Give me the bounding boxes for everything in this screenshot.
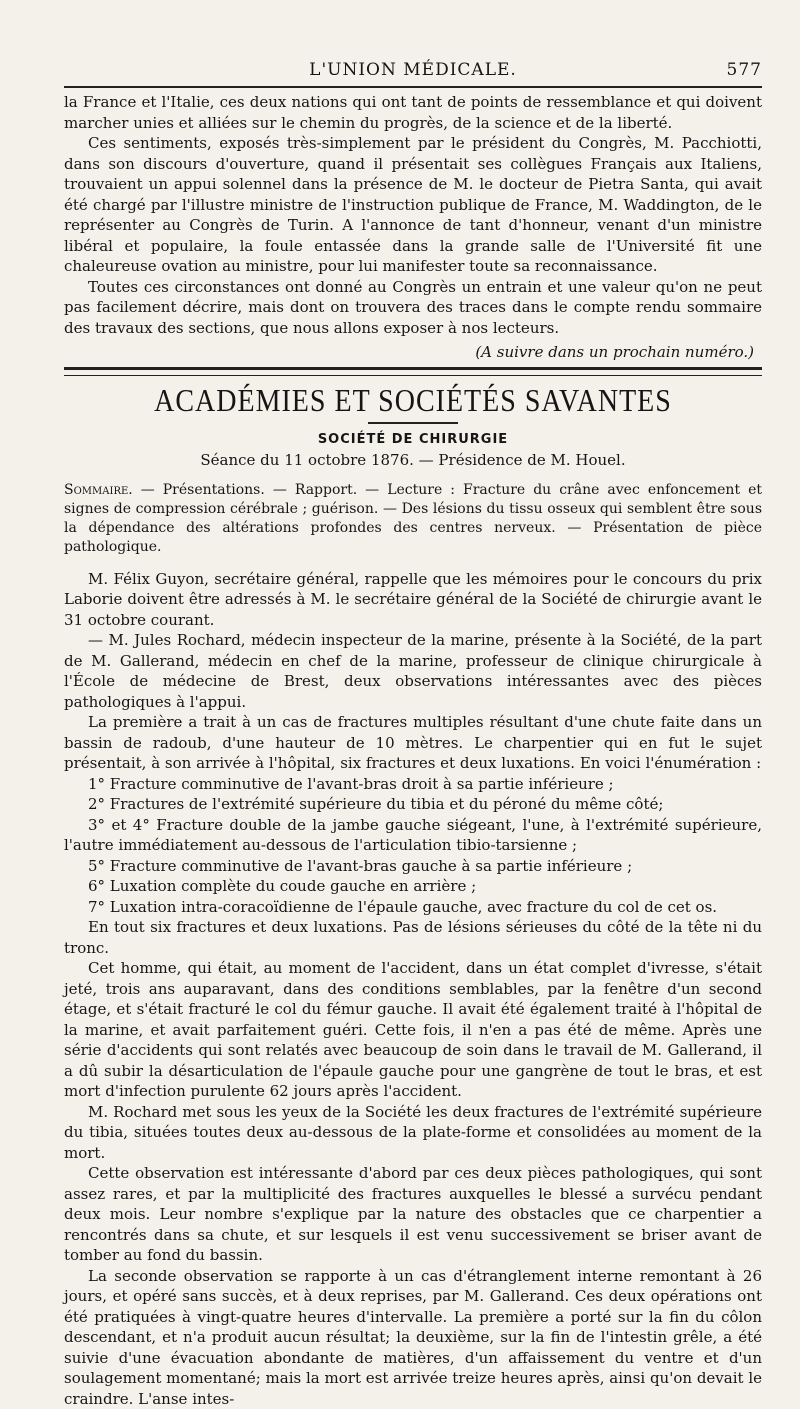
body-paragraph: Cette observation est intéressante d'abord par ces deux pièces pathologiques, qui sont assez rares, et par la multiplicité des fractures auxquelles le blessé a survécu pendant deux mois. Leur nombre s'explique par la nature des obstacles que ce charpentier a rencontrés dans sa chute, et sur lesquels il est venu successivement se briser avant de tomber au fond du bassin. <box>64 1163 762 1266</box>
sommaire-text: — Présentations. — Rapport. — Lecture : Fracture du crâne avec enfoncement et signes de compression cérébrale ; guérison. — Des lésions du tissu osseux qui semblent être sous la dépendance des altérations profondes des centres nerveux. — Présentation de pièce pathologique. <box>64 482 762 555</box>
body-paragraph: M. Félix Guyon, secrétaire général, rappelle que les mémoires pour le concours du prix Laborie doivent être adressés à M. le secrétaire général de la Société de chirurgie avant le 31 octobre courant. <box>64 569 762 631</box>
intro-paragraph: Toutes ces circonstances ont donné au Congrès un entrain et une valeur qu'on ne peut pas facilement décrire, mais dont on trouvera des traces dans le compte rendu sommaire des travaux des sections, que nous allons exposer à nos lecteurs. <box>64 277 762 339</box>
list-item: 6° Luxation complète du coude gauche en arrière ; <box>64 876 762 897</box>
list-item: 1° Fracture comminutive de l'avant-bras droit à sa partie inférieure ; <box>64 774 762 795</box>
enumeration-list <box>64 774 762 918</box>
intro-paragraph: Ces sentiments, exposés très-simplement par le président du Congrès, M. Pacchiotti, dans son discours d'ouverture, quand il présentait ses collègues Français aux Italiens, trouvaient un appui solennel dans la présence de M. le docteur de Pietra Santa, qui avait été chargé par l'illustre ministre de l'instruction publique de France, M. Waddington, de le représenter au Congrès de Turin. A l'annonce de tant d'honneur, venant d'un ministre libéral et populaire, la foule entassée dans la grande salle de l'Université fit une chaleureuse ovation au ministre, pour lui manifester toute sa reconnaissance. <box>64 133 762 277</box>
title-underline <box>368 422 458 424</box>
body-paragraph: — M. Jules Rochard, médecin inspecteur de la marine, présente à la Société, de la part de M. Gallerand, médecin en chef de la marine, professeur de clinique chirurgicale à l'École de médecine de Brest, deux observations intéressantes avec des pièces pathologiques à l'appui. <box>64 630 762 712</box>
body-paragraph: La première a trait à un cas de fractures multiples résultant d'une chute faite dans un bassin de radoub, d'une hauteur de 10 mètres. Le charpentier qui en fut le sujet présentait, à son arrivée à l'hôpital, six fractures et deux luxations. En voici l'énumération : <box>64 712 762 774</box>
page-number: 577 <box>727 60 762 80</box>
body-paragraph: En tout six fractures et deux luxations. Pas de lésions sérieuses du côté de la tête ni du tronc. <box>64 917 762 958</box>
seance-line: Séance du 11 octobre 1876. — Présidence de M. Houel. <box>64 451 762 469</box>
section-title: ACADÉMIES ET SOCIÉTÉS SAVANTES <box>64 383 762 420</box>
list-item: 3° et 4° Fracture double de la jambe gauche siégeant, l'une, à l'extrémité supérieure, l'autre immédiatement au-dessous de l'articulation tibio-tarsienne ; <box>64 815 762 856</box>
list-item: 5° Fracture comminutive de l'avant-bras gauche à sa partie inférieure ; <box>64 856 762 877</box>
intro-paragraph: la France et l'Italie, ces deux nations qui ont tant de points de ressemblance et qui doivent marcher unies et alliées sur le chemin du progrès, de la science et de la liberté. <box>64 92 762 133</box>
header-rule <box>64 86 762 88</box>
body-paragraph: Cet homme, qui était, au moment de l'accident, dans un état complet d'ivresse, s'était jeté, trois ans auparavant, dans des conditions semblables, par la fenêtre d'un second étage, et s'était fracturé le col du fémur gauche. Il avait été également traité à l'hôpital de la marine, et avait parfaitement guéri. Cette fois, il n'en a pas été de même. Après une série d'accidents qui sont relatés avec beaucoup de soin dans le travail de M. Gallerand, il a dû subir la désarticulation de l'épaule gauche pour une gangrène de tout le bras, et est mort d'infection purulente 62 jours après l'accident. <box>64 958 762 1102</box>
society-name: SOCIÉTÉ DE CHIRURGIE <box>64 432 762 447</box>
continuation-note: (A suivre dans un prochain numéro.) <box>64 342 754 363</box>
body-paragraph: M. Rochard met sous les yeux de la Société les deux fractures de l'extrémité supérieure du tibia, situées toutes deux au-dessous de la plate-forme et consolidées au moment de la mort. <box>64 1102 762 1164</box>
section-divider <box>64 367 762 376</box>
sommaire-label: Sommaire. <box>64 482 133 498</box>
sommaire <box>64 481 762 557</box>
body-paragraph: La seconde observation se rapporte à un cas d'étranglement interne remontant à 26 jours, et opéré sans succès, et à deux reprises, par M. Gallerand. Ces deux opérations ont été pratiquées à vingt-quatre heures d'intervalle. La première a porté sur la fin du côlon descendant, et n'a produit aucun résultat; la deuxième, sur la fin de l'intestin grêle, a été suivie d'une évacuation abondante de matières, d'un affaissement du ventre et d'un soulagement momentané; mais la mort est arrivée treize heures après, ainsi qu'on devait le craindre. L'anse intes- <box>64 1266 762 1409</box>
journal-title: L'UNION MÉDICALE. <box>309 56 517 80</box>
running-header <box>64 56 762 86</box>
list-item: 2° Fractures de l'extrémité supérieure du tibia et du péroné du même côté; <box>64 794 762 815</box>
list-item: 7° Luxation intra-coracoïdienne de l'épaule gauche, avec fracture du col de cet os. <box>64 897 762 918</box>
